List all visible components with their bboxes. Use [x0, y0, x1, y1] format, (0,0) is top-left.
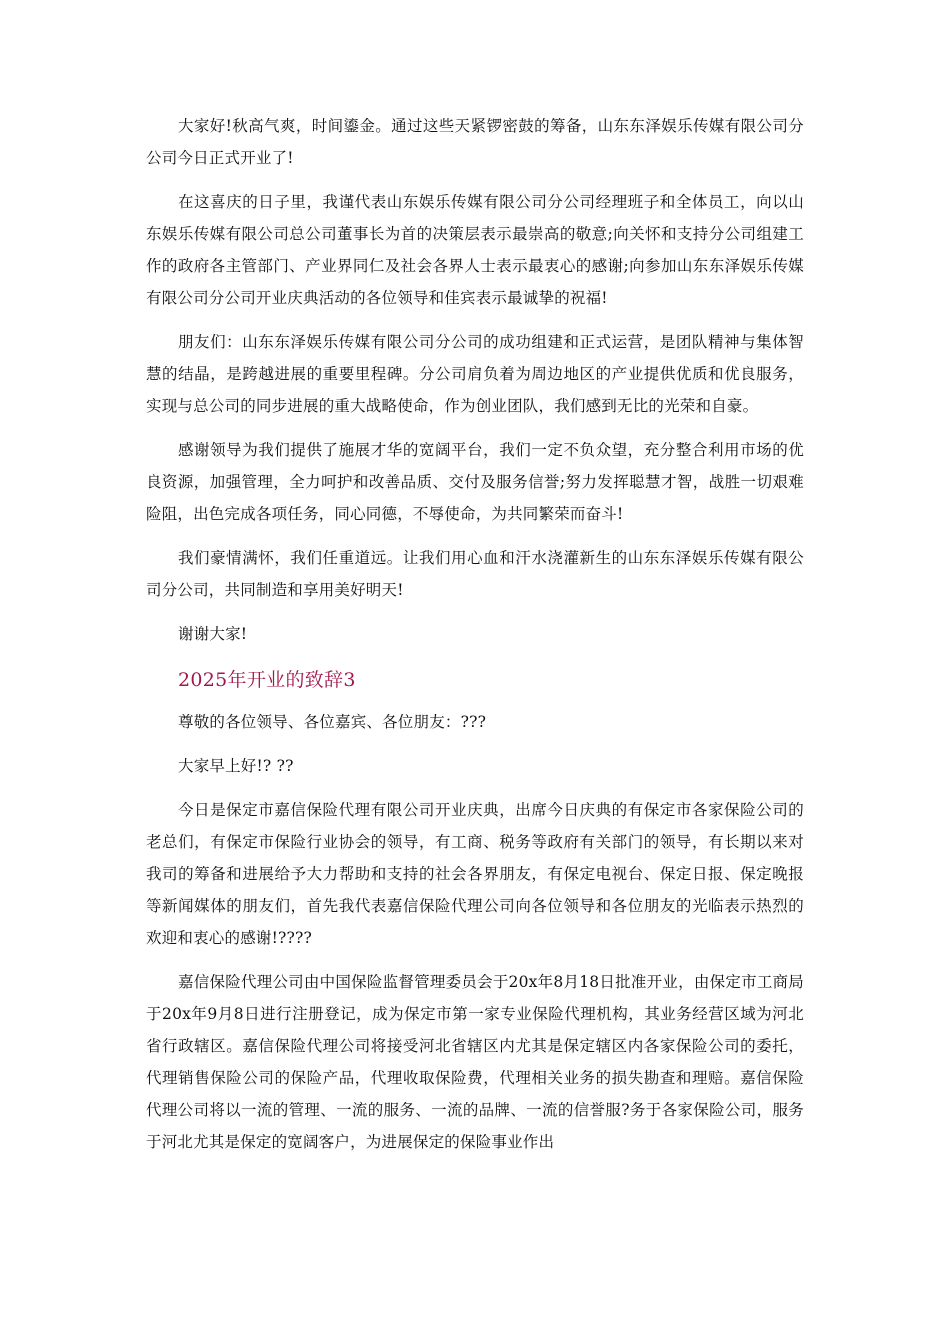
paragraph: 大家好!秋高气爽，时间鎏金。通过这些天紧锣密鼓的筹备，山东东泽娱乐传媒有限公司分公司今日正式开业了!: [146, 117, 804, 167]
paragraph: 嘉信保险代理公司由中国保险监督管理委员会于20x年8月18日批准开业，由保定市工商局于20x年9月8日进行注册登记，成为保定市第一家专业保险代理机构，其业务经营区域为河北省行政辖区。嘉信保险代理公司将接受河北省辖区内尤其是保定辖区内各家保险公司的委托，代理销售保险公司的保险产品，代理收取保险费，代理相关业务的损失勘查和理赔。嘉信保险代理公司将以一流的管理、一流的服务、一流的品牌、一流的信誉服?务于各家保险公司，服务于河北尤其是保定的宽阔客户，为进展保定的保险事业作出: [146, 973, 804, 1151]
paragraph: 感谢领导为我们提供了施展才华的宽阔平台，我们一定不负众望，充分整合利用市场的优良资源，加强管理，全力呵护和改善品质、交付及服务信誉;努力发挥聪慧才智，战胜一切艰难险阻，出色完成各项任务，同心同德，不辱使命，为共同繁荣而奋斗!: [146, 441, 804, 523]
greeting: 大家早上好!? ??: [178, 757, 294, 775]
paragraph: 我们豪情满怀，我们任重道远。让我们用心血和汗水浇灌新生的山东东泽娱乐传媒有限公司分公司，共同制造和享用美好明天!: [146, 549, 804, 599]
document-page: [146, 110, 804, 1170]
paragraph: 在这喜庆的日子里，我谨代表山东娱乐传媒有限公司分公司经理班子和全体员工，向以山东娱乐传媒有限公司总公司董事长为首的决策层表示最崇高的敬意;向关怀和支持分公司组建工作的政府各主管部门、产业界同仁及社会各界人士表示最衷心的感谢;向参加山东东泽娱乐传媒有限公司分公司开业庆典活动的各位领导和佳宾表示最诚挚的祝福!: [146, 193, 804, 307]
paragraph: 今日是保定市嘉信保险代理有限公司开业庆典，出席今日庆典的有保定市各家保险公司的老总们，有保定市保险行业协会的领导，有工商、税务等政府有关部门的领导，有长期以来对我司的筹备和进展给予大力帮助和支持的社会各界朋友，有保定电视台、保定日报、保定晚报等新闻媒体的朋友们，首先我代表嘉信保险代理公司向各位领导和各位朋友的光临表示热烈的欢迎和衷心的感谢!????: [146, 801, 804, 947]
section-heading: 2025年开业的致辞3: [178, 669, 356, 691]
closing-line: 谢谢大家!: [178, 625, 248, 643]
paragraph: 朋友们：山东东泽娱乐传媒有限公司分公司的成功组建和正式运营，是团队精神与集体智慧的结晶，是跨越进展的重要里程碑。分公司肩负着为周边地区的产业提供优质和优良服务，实现与总公司的同步进展的重大战略使命，作为创业团队，我们感到无比的光荣和自豪。: [146, 333, 804, 415]
salutation: 尊敬的各位领导、各位嘉宾、各位朋友：???: [178, 713, 487, 731]
